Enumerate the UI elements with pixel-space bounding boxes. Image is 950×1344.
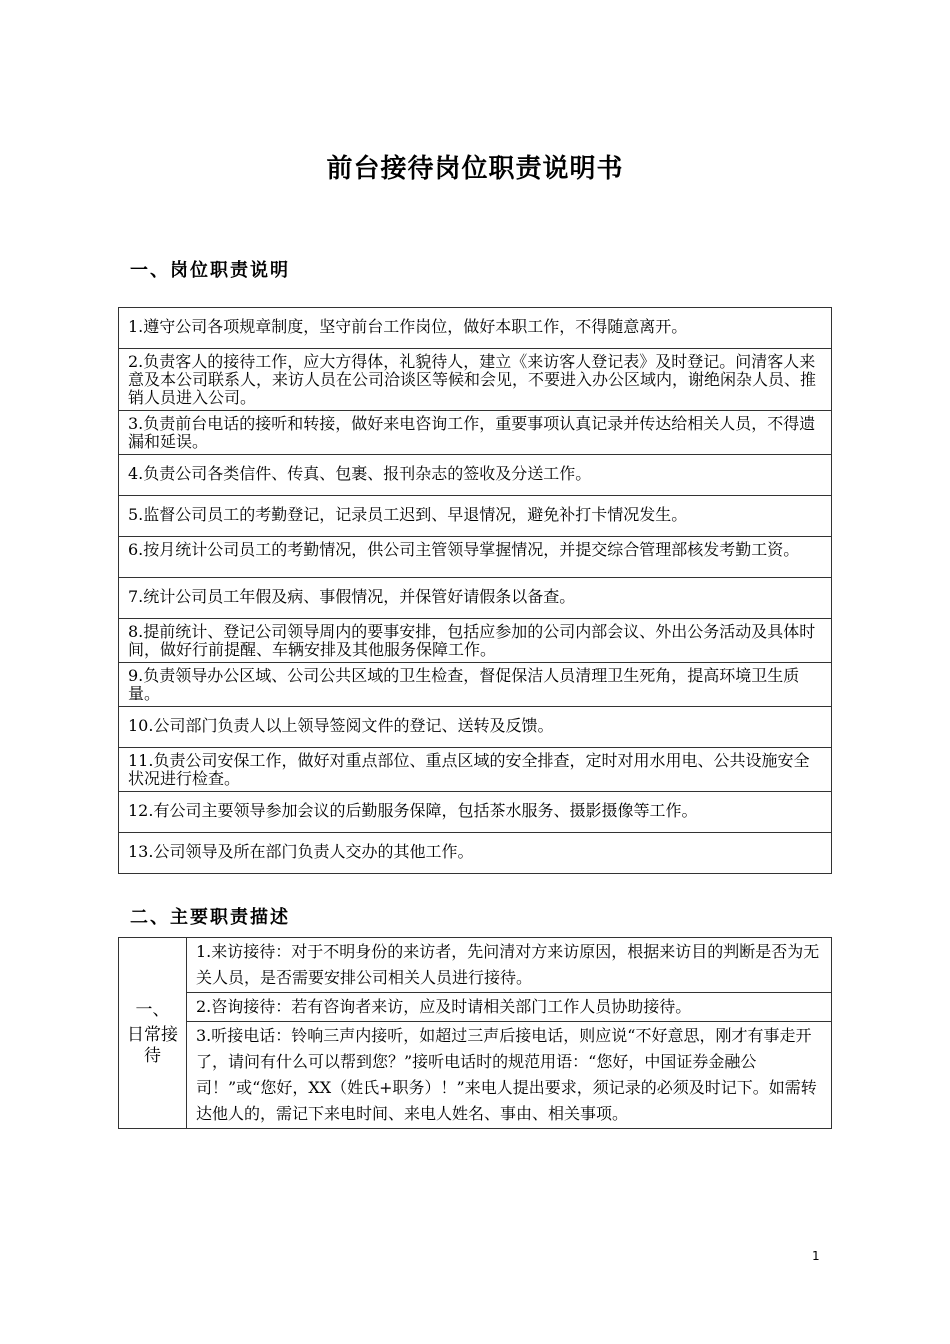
duty-item: 4.负责公司各类信件、传真、包裹、报刊杂志的签收及分送工作。 — [119, 455, 832, 496]
duty-item: 8.提前统计、登记公司领导周内的要事安排，包括应参加的公司内部会议、外出公务活动及具体时间，做好行前提醒、车辆安排及其他服务保障工作。 — [119, 619, 832, 663]
duty-item: 5.监督公司员工的考勤登记，记录员工迟到、早退情况，避免补打卡情况发生。 — [119, 496, 832, 537]
duty-item: 6.按月统计公司员工的考勤情况，供公司主管领导掌握情况，并提交综合管理部核发考勤工资。 — [119, 537, 832, 578]
duty-item: 11.负责公司安保工作，做好对重点部位、重点区域的安全排查，定时对用水用电、公共设施安全状况进行检查。 — [119, 748, 832, 792]
duty-item: 13.公司领导及所在部门负责人交办的其他工作。 — [119, 833, 832, 874]
duty-item: 1.遵守公司各项规章制度，坚守前台工作岗位，做好本职工作，不得随意离开。 — [119, 308, 832, 349]
description-item: 2.咨询接待：若有咨询者来访，应及时请相关部门工作人员协助接待。 — [187, 993, 832, 1022]
table-row — [119, 619, 832, 663]
table-row — [119, 308, 832, 349]
table-row — [119, 349, 832, 411]
duty-item: 2.负责客人的接待工作，应大方得体，礼貌待人，建立《来访客人登记表》及时登记。问清客人来意及本公司联系人，来访人员在公司洽谈区等候和会见，不要进入办公区域内，谢绝闲杂人员、推销人员进入公司。 — [119, 349, 832, 411]
table-row — [119, 792, 832, 833]
table-row — [119, 411, 832, 455]
table-row — [119, 578, 832, 619]
table-row — [119, 748, 832, 792]
section-1-heading: 一、岗位职责说明 — [130, 260, 290, 281]
category-cell — [119, 938, 187, 1129]
duty-item: 12.有公司主要领导参加会议的后勤服务保障，包括茶水服务、摄影摄像等工作。 — [119, 792, 832, 833]
table-row — [119, 663, 832, 707]
category-name: 日常接待 — [127, 1024, 178, 1066]
table-row — [119, 496, 832, 537]
duty-item: 3.负责前台电话的接听和转接，做好来电咨询工作，重要事项认真记录并传达给相关人员，不得遗漏和延误。 — [119, 411, 832, 455]
table-row — [119, 993, 832, 1022]
table-row — [119, 1022, 832, 1129]
table-row — [119, 833, 832, 874]
duties-table — [118, 307, 832, 874]
table-row — [119, 938, 832, 993]
table-row — [119, 537, 832, 578]
document-title: 前台接待岗位职责说明书 — [326, 154, 624, 184]
duty-item: 9.负责领导办公区域、公司公共区域的卫生检查，督促保洁人员清理卫生死角，提高环境卫生质量。 — [119, 663, 832, 707]
description-table — [118, 937, 832, 1129]
description-item: 1.来访接待：对于不明身份的来访者，先问清对方来访原因，根据来访目的判断是否为无关人员，是否需要安排公司相关人员进行接待。 — [187, 938, 832, 993]
section-2-heading: 二、主要职责描述 — [130, 907, 290, 928]
category-number: 一、 — [135, 999, 170, 1020]
table-row — [119, 707, 832, 748]
page-number: 1 — [812, 1249, 820, 1263]
table-row — [119, 455, 832, 496]
duty-item: 10.公司部门负责人以上领导签阅文件的登记、送转及反馈。 — [119, 707, 832, 748]
duty-item: 7.统计公司员工年假及病、事假情况，并保管好请假条以备查。 — [119, 578, 832, 619]
description-item: 3.听接电话：铃响三声内接听，如超过三声后接电话，则应说“不好意思，刚才有事走开了，请问有什么可以帮到您？”接听电话时的规范用语：“您好，中国证券金融公司！”或“您好，XX（姓氏+职务）！”来电人提出要求，须记录的必须及时记下。如需转达他人的，需记下来电时间、来电人姓名、事由、相关事项。 — [187, 1022, 832, 1129]
